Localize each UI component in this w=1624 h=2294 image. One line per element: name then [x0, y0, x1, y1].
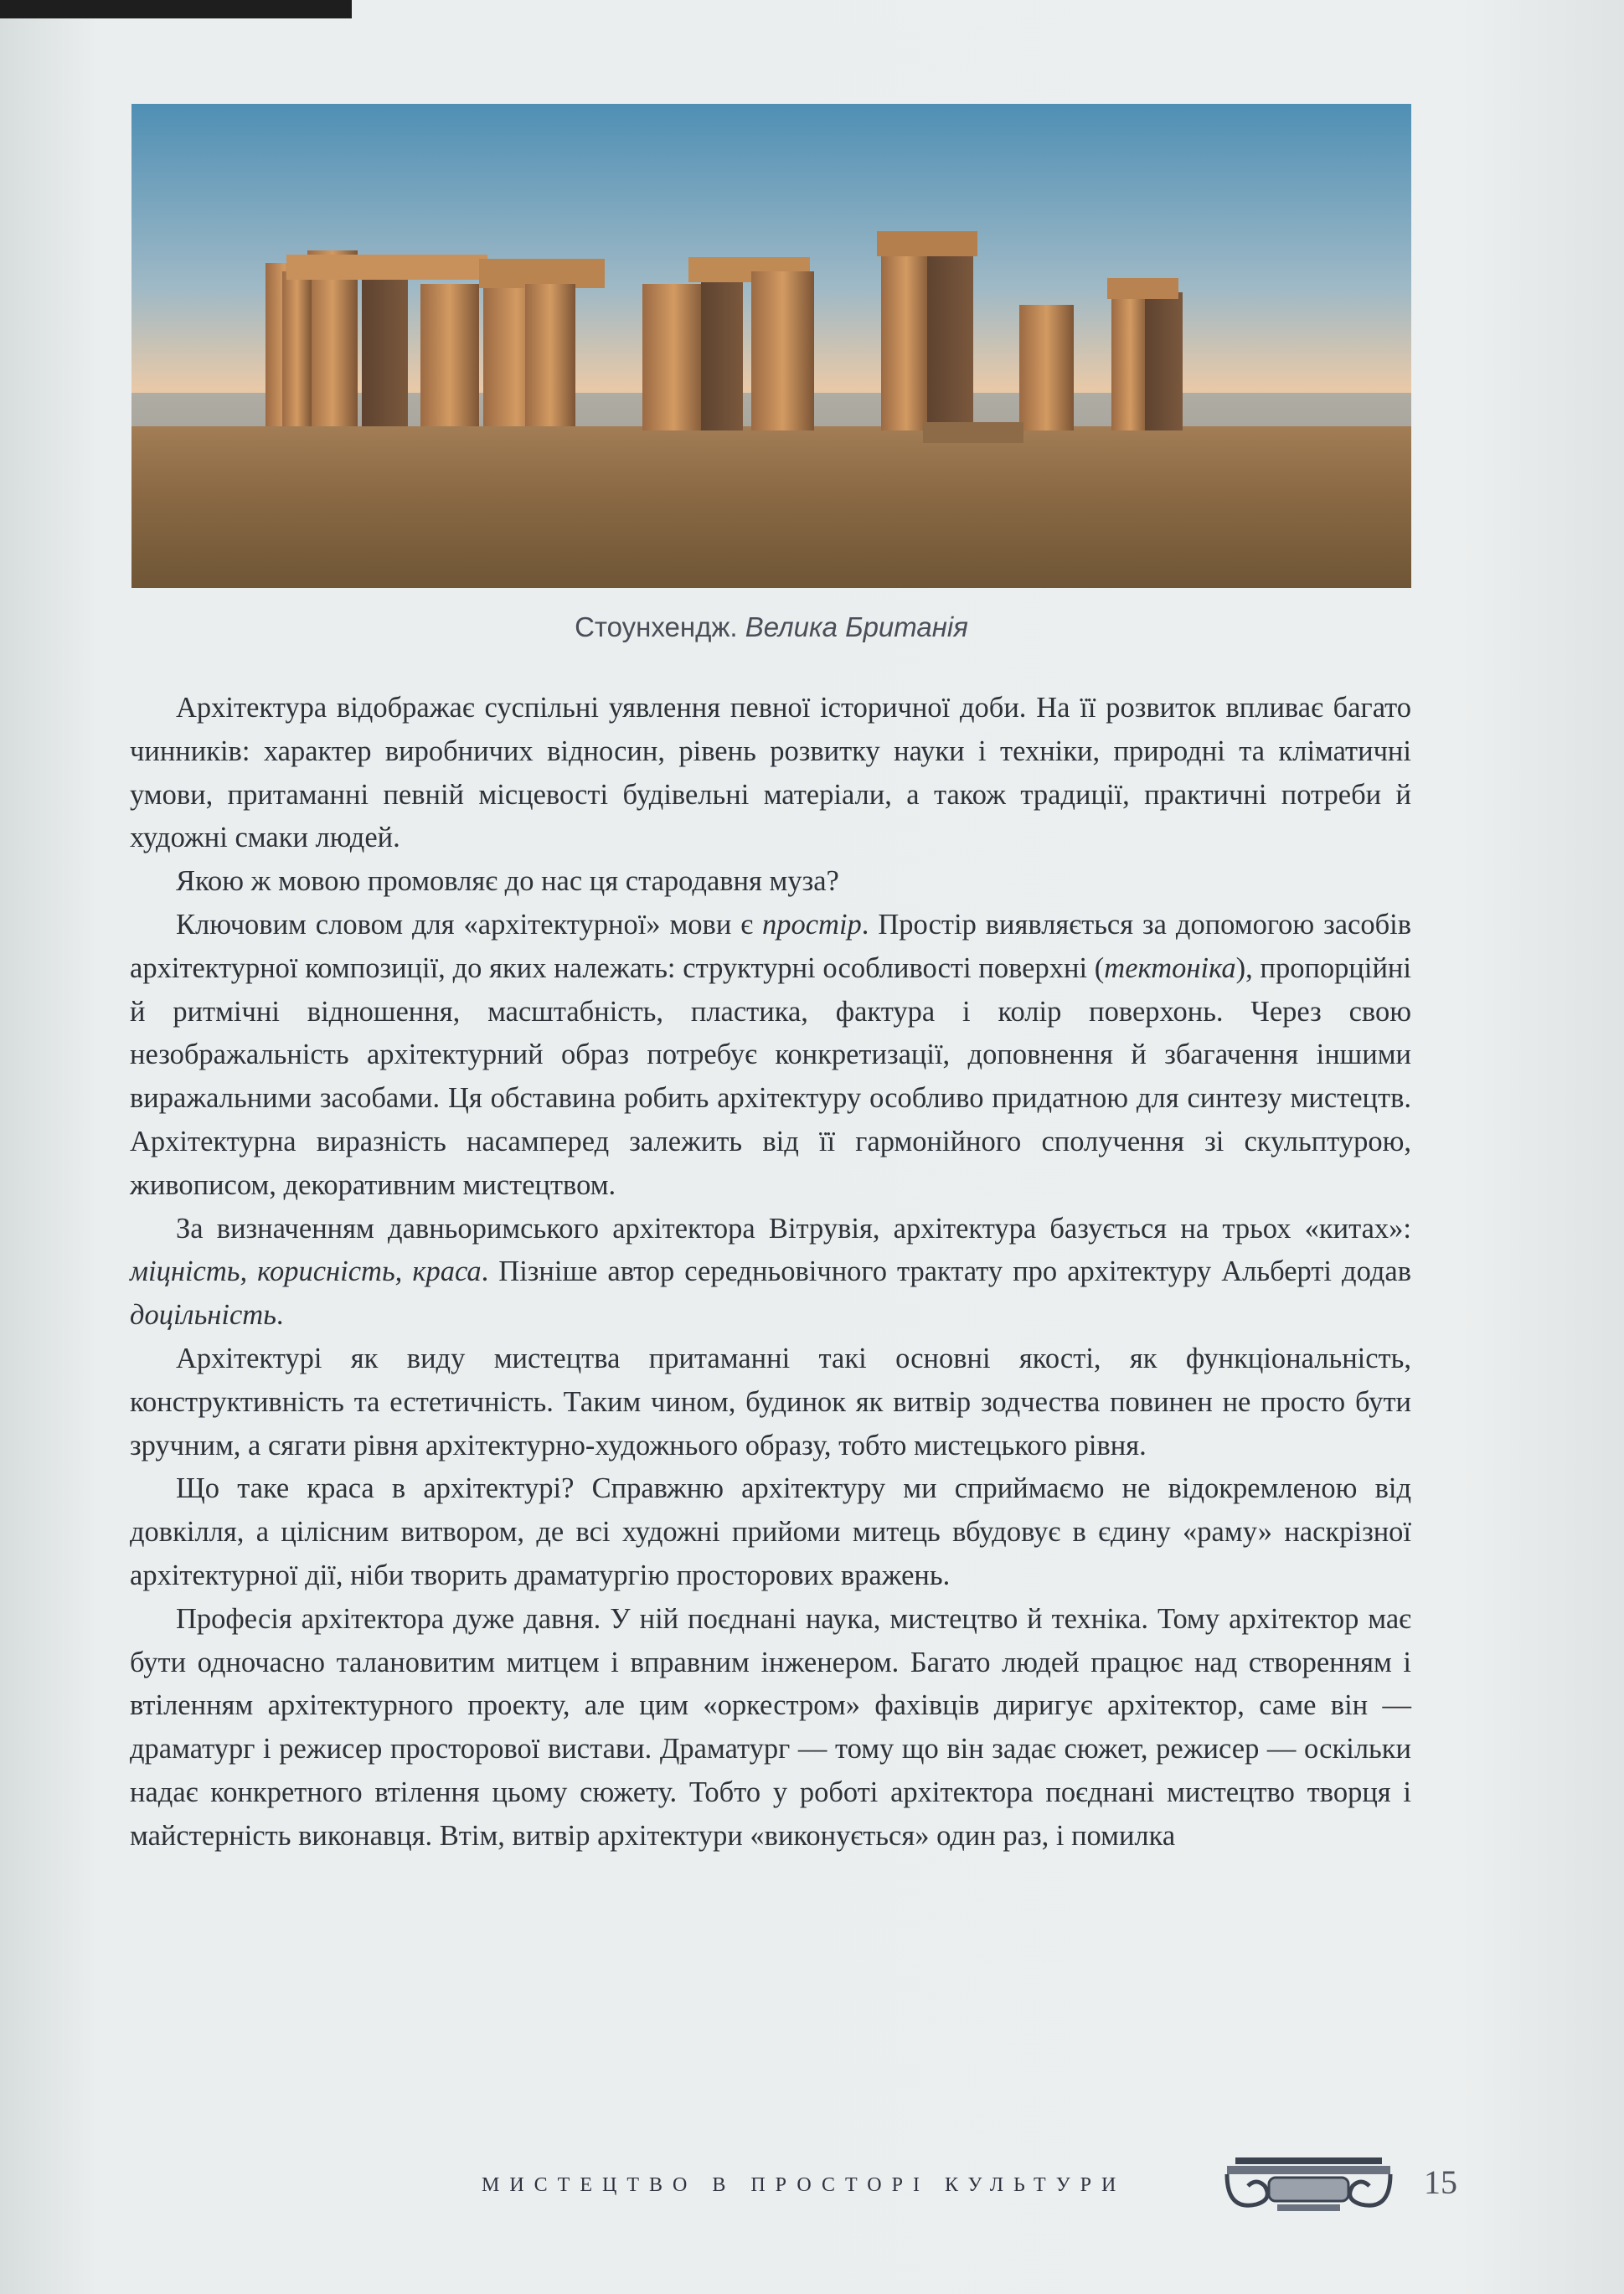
ionic-capital-ornament-icon — [1219, 2152, 1399, 2219]
term-tectonics: тектоніка — [1104, 951, 1236, 984]
text-run: За визначенням давньоримського архітектора Вітрувія, архітектура базується на трьох «китах»: — [176, 1212, 1411, 1245]
paragraph — [130, 904, 1411, 1208]
caption-country: Велика Британія — [745, 611, 968, 642]
stonehenge-photo — [131, 104, 1411, 588]
page-number: 15 — [1424, 2163, 1457, 2201]
footer-title: МИСТЕЦТВО В ПРОСТОРІ КУЛЬТУРИ — [482, 2174, 1126, 2196]
body-text — [130, 687, 1411, 1858]
paragraph — [130, 1208, 1411, 1338]
text-run: Ключовим словом для «архітектурної» мови є — [176, 908, 762, 941]
scan-edge — [0, 0, 352, 18]
caption-place: Стоунхендж. — [575, 611, 738, 642]
paragraph: Архітектура відображає суспільні уявлення певної історичної доби. На її розвиток впливає багато чинників: характер виробничих відносин, рівень розвитку науки і техніки, природні та кліматичні умови, притаманні певній місцевості будівельні матеріали, а також традиції, практичні потреби й художні смаки людей. — [130, 692, 1411, 854]
paragraph: Професія архітектора дуже давня. У ній поєднані наука, мистецтво й техніка. Тому архітектор має бути одночасно талановитим митцем і вправним інженером. Багато людей працює над створенням і втіленням архітектурного проекту, але цим «оркестром» фахівців диригує архітектор, саме він — драматург і режисер просторової вистави. Драматург — тому що він задає сюжет, режисер — оскільки надає конкретного втілення цьому сюжету. Тобто у роботі архітектора поєднані мистецтво творця і майстерність виконавця. Втім, витвір архітектури «виконується» один раз, і помилка — [130, 1602, 1411, 1852]
page-footer — [0, 2152, 1624, 2236]
text-run: . Простір виявляється за допомогою засобів архітектурної композиції, до яких належать: структурні особливості поверхні ( — [130, 908, 1411, 984]
paragraph: Що таке краса в архітектурі? Справжню архітектуру ми сприймаємо не відокремленою від довкілля, а цілісним витвором, де всі художні прийоми митець вбудовує в єдину «раму» наскрізної архітектурної дії, ніби творить драматургію просторових вражень. — [130, 1472, 1411, 1591]
text-run: ), пропорційні й ритмічні відношення, масштабність, пластика, фактура і колір поверхонь. Через свою незображальність архітектурний образ потребує конкретизації, доповнення й збагачення іншими виражальними засобами. Ця обставина робить архітектуру особливо придатною для синтезу мистецтв. Архітектурна виразність насамперед залежить від її гармонійного сполучення зі скульптурою, живописом, декоративним мистецтвом. — [130, 951, 1411, 1201]
paragraph: Якою ж мовою промовляє до нас ця стародавня муза? — [176, 865, 839, 898]
paragraph: Архітектурі як виду мистецтва притаманні такі основні якості, як функціональність, конструктивність та естетичність. Таким чином, будинок як витвір зодчества повинен не просто бути зручним, а сягати рівня архітектурно-художнього образу, тобто мистецького рівня. — [130, 1342, 1411, 1461]
term-expediency: доцільність — [130, 1299, 276, 1332]
text-run: . Пізніше автор середньовічного трактату про архітектуру Альберті додав — [481, 1255, 1411, 1288]
term-space: простір — [761, 908, 862, 941]
text-run: . — [276, 1299, 284, 1332]
term-vitruvius-triad: міцність, корисність, краса — [130, 1255, 482, 1288]
photo-caption — [131, 611, 1411, 643]
